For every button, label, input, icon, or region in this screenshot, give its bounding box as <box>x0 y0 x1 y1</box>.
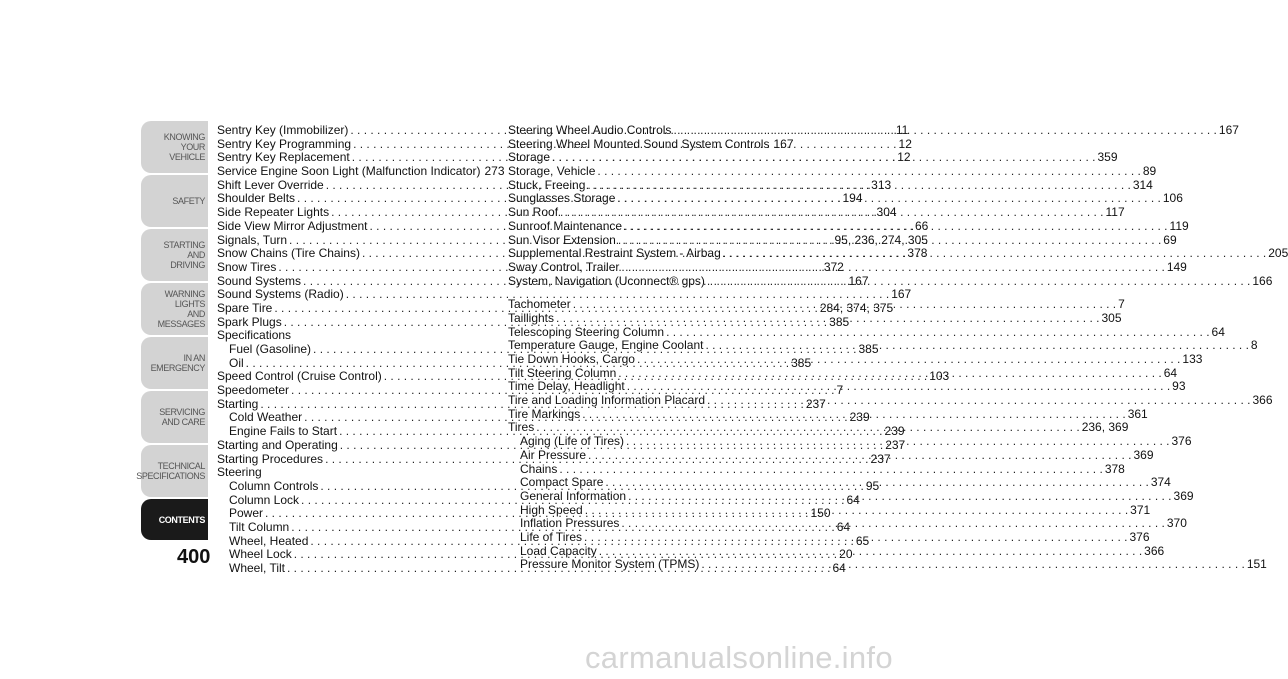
index-entry <box>508 461 1125 477</box>
index-entry-page: 117 <box>1105 205 1125 220</box>
index-entry-title: Air Pressure <box>520 447 587 462</box>
index-entry-title: Pressure Monitor System (TPMS) <box>520 557 700 572</box>
index-entry-page: 7 <box>836 383 844 398</box>
index-entry <box>508 136 794 152</box>
index-entry-title: Spare Tire <box>217 300 273 315</box>
dot-leader <box>628 490 1171 504</box>
index-entry-title: Tilt Column <box>229 519 290 534</box>
index-entry-title: Life of Tires <box>520 529 583 544</box>
index-entry-title: Side View Mirror Adjustment <box>217 218 368 233</box>
index-entry-page: 149 <box>1166 259 1187 274</box>
index-entry-title: Starting and Operating <box>217 437 338 452</box>
dot-leader <box>584 531 1127 545</box>
watermark-text: carmanualsonline.info <box>585 640 893 675</box>
index-entry <box>508 324 1225 340</box>
tab-knowing-your-vehicle[interactable]: KNOWING YOUR VEHICLE <box>141 121 208 173</box>
index-entry-page: 374 <box>1150 475 1171 490</box>
index-entry-title: Sound Systems (Radio) <box>217 287 344 302</box>
tab-technical-specifications[interactable]: TECHNICAL SPECIFICATIONS <box>141 445 208 497</box>
index-entry-page: 304 <box>876 205 897 220</box>
index-entry-title: System, Navigation (Uconnect® gps) <box>508 273 705 288</box>
tab-in-an-emergency[interactable]: IN AN EMERGENCY <box>141 337 208 389</box>
index-entry-page: 370 <box>1166 516 1187 531</box>
index-entry-title: Tires <box>508 420 535 435</box>
dot-leader <box>626 435 1169 449</box>
dot-leader <box>597 165 1140 179</box>
tab-starting-and-driving[interactable]: STARTING AND DRIVING <box>141 229 208 281</box>
index-entry-page: 378 <box>907 246 928 261</box>
index-entry-title: Sway Control, Trailer <box>508 259 620 274</box>
index-entry-page: 284, 374, 375 <box>819 300 894 315</box>
dot-leader <box>573 298 1116 312</box>
dot-leader <box>627 380 1170 394</box>
index-entry-page: 64 <box>832 561 846 575</box>
index-entry-title: Shoulder Belts <box>217 191 296 206</box>
index-entry-title: Service Engine Soon Light (Malfunction Indicator) <box>217 164 481 179</box>
index-entry-title: Speedometer <box>217 383 290 398</box>
index-entry-title: Supplemental Restraint System - Airbag <box>508 246 721 261</box>
index-entry-page: 64 <box>1211 324 1225 339</box>
index-entry-page: 385 <box>791 355 812 370</box>
dot-leader <box>585 504 1128 518</box>
index-entry-page: 372 <box>823 259 844 274</box>
index-entry <box>508 379 1186 394</box>
index-entry-title: Storage <box>508 150 551 165</box>
dot-leader <box>621 261 1164 275</box>
index-entry-title: Sentry Key (Immobilizer) <box>217 123 349 137</box>
index-entry-title: Tilt Steering Column <box>508 365 617 380</box>
index-entry-page: 273 <box>484 164 505 179</box>
index-entry-title: High Speed <box>520 502 583 517</box>
tab-contents[interactable]: CONTENTS <box>141 499 208 540</box>
index-entry-page: 385 <box>829 314 850 329</box>
dot-leader <box>618 367 1161 381</box>
dot-leader <box>707 394 1250 408</box>
index-entry-title: Column Lock <box>229 492 300 507</box>
index-entry-page: 167 <box>773 136 794 151</box>
index-entry-page: 133 <box>1182 352 1203 366</box>
index-entry-title: Tire and Loading Information Placard <box>508 393 706 408</box>
index-entry-page: 103 <box>929 369 950 384</box>
index-entry-page: 313 <box>871 177 892 192</box>
index-entry-title: Tachometer <box>508 297 571 312</box>
index-entry-page: 8 <box>1250 338 1258 353</box>
index-entry-page: 239 <box>849 410 870 425</box>
index-entry-title: Engine Fails to Start <box>229 424 338 439</box>
index-entry <box>217 287 912 302</box>
dot-leader <box>666 326 1209 340</box>
dot-leader <box>617 192 1160 206</box>
dot-leader <box>621 517 1164 531</box>
index-entry-title: Speed Control (Cruise Control) <box>217 369 382 384</box>
index-entry-title: Cold Weather <box>229 410 303 425</box>
index-entry-page: 11 <box>895 123 909 137</box>
index-entry-page: 95 <box>865 478 880 493</box>
index-entry-title: Shift Lever Override <box>217 177 324 192</box>
page-number: 400 <box>177 546 211 568</box>
index-entry-title: Chains <box>520 461 558 476</box>
dot-leader <box>556 312 1099 326</box>
index-entry-title: Oil <box>229 355 244 370</box>
dot-leader <box>599 545 1142 559</box>
index-entry-title: Side Repeater Lights <box>217 205 330 220</box>
index-entry-page: 194 <box>842 191 863 206</box>
index-entry-page: 205 <box>1268 246 1288 261</box>
index-entry <box>508 164 1157 179</box>
index-entry-page: 166 <box>1252 273 1273 288</box>
dot-leader <box>559 463 1102 477</box>
dot-leader <box>705 339 1248 353</box>
index-entry-page: 237 <box>870 451 891 466</box>
index-entry-page: 378 <box>1104 461 1125 476</box>
index-entry-page: 66 <box>914 218 929 233</box>
index-entry-page: 385 <box>858 342 879 356</box>
index-entry-title: Signals, Turn <box>217 232 288 247</box>
index-entry-title: Sun Visor Extension <box>508 232 616 247</box>
index-entry-title: Sentry Key Programming <box>217 136 352 151</box>
index-entry-title: General Information <box>520 488 627 503</box>
index-entry-title: Stuck, Freeing <box>508 177 586 192</box>
dot-leader <box>673 124 1216 138</box>
index-entry-page: 64 <box>836 519 851 534</box>
index-entry-page: 359 <box>1097 150 1118 165</box>
index-entry-title: Steering Wheel Mounted Sound System Controls <box>508 136 770 151</box>
index-entry-page: 366 <box>1144 543 1165 558</box>
index-entry-page: 371 <box>1130 502 1151 517</box>
index-entry-page: 12 <box>897 150 911 165</box>
index-entry-page: 106 <box>1162 191 1183 206</box>
index-entry-title: Fuel (Gasoline) <box>229 342 312 356</box>
index-entry-page: 20 <box>839 547 853 562</box>
index-entry-page: 119 <box>1169 218 1189 233</box>
index-entry-title: Spark Plugs <box>217 314 282 329</box>
index-entry-page: 64 <box>846 492 860 507</box>
index-entry-page: 314 <box>1132 177 1153 192</box>
index-entry-page: 376 <box>1171 434 1192 449</box>
dot-leader <box>624 220 1167 234</box>
index-entry-title: Snow Chains (Tire Chains) <box>217 246 360 261</box>
index-entry-title: Column Controls <box>229 478 319 493</box>
index-entry-title: Sunroof Maintenance <box>508 218 623 233</box>
index-entry-title: Sun Roof <box>508 205 559 220</box>
index-entry-page: 361 <box>1127 406 1148 421</box>
index-entry-page: 369 <box>1133 447 1154 462</box>
index-entry-title: Wheel Lock <box>229 547 292 562</box>
index-entry-title: Sentry Key Replacement <box>217 150 350 165</box>
index-entry-page: 369 <box>1173 488 1194 503</box>
index-entry-page: 236, 369 <box>1081 420 1129 435</box>
dot-leader <box>560 206 1103 220</box>
index-entry <box>217 164 505 179</box>
index-entry-page: 239 <box>884 424 905 439</box>
dot-leader <box>588 449 1131 463</box>
dot-leader <box>605 476 1148 490</box>
index-entry-title: Taillights <box>508 310 555 325</box>
dot-leader <box>536 421 1079 435</box>
index-entry-page: 89 <box>1142 164 1157 179</box>
index-entry-title: Wheel, Heated <box>229 533 309 548</box>
index-entry-title: Specifications <box>217 328 292 343</box>
index-entry-title: Steering Wheel Audio Controls <box>508 123 672 137</box>
dot-leader <box>723 247 1266 261</box>
dot-leader <box>552 151 1095 165</box>
index-entry-title: Aging (Life of Tires) <box>520 434 625 449</box>
dot-leader <box>587 179 1130 193</box>
index-entry-page: 93 <box>1172 379 1186 394</box>
index-entry <box>217 466 491 480</box>
index-entry-title: Wheel, Tilt <box>229 561 286 575</box>
index-entry-title: Telescoping Steering Column <box>508 324 665 339</box>
index-entry-page: 376 <box>1129 529 1150 544</box>
index-entry-page: 167 <box>1218 123 1239 137</box>
index-entry-title: Inflation Pressures <box>520 516 620 531</box>
index-entry <box>217 329 491 343</box>
index-entry-page: 12 <box>898 136 912 151</box>
tab-servicing-and-care[interactable]: SERVICING AND CARE <box>141 391 208 443</box>
index-entry-page: 305 <box>1101 310 1122 325</box>
index-entry-page: 64 <box>1163 365 1178 380</box>
index-entry-title: Steering <box>217 465 262 480</box>
index-entry-title: Compact Spare <box>520 475 604 490</box>
index-entry-title: Load Capacity <box>520 543 597 558</box>
index-entry-page: 167 <box>891 287 912 302</box>
index-entry-title: Tire Markings <box>508 406 581 421</box>
dot-leader <box>637 353 1180 367</box>
dot-leader <box>582 408 1125 422</box>
index-entry-page: 7 <box>1118 297 1125 312</box>
index-entry-title: Temperature Gauge, Engine Coolant <box>508 338 704 353</box>
dot-leader <box>707 275 1250 289</box>
index-entry-page: 237 <box>885 437 906 452</box>
dot-leader <box>618 234 1161 248</box>
tab-safety[interactable]: SAFETY <box>141 175 208 227</box>
tab-warning-lights[interactable]: WARNING LIGHTS AND MESSAGES <box>141 283 208 335</box>
index-entry-page: 237 <box>805 396 826 411</box>
index-entry-title: Starting <box>217 396 259 411</box>
index-entry-title: Sunglasses Storage <box>508 191 616 206</box>
index-entry-page: 69 <box>1163 232 1177 247</box>
index-entry-title: Sound Systems <box>217 273 302 288</box>
index-entry-title: Snow Tires <box>217 259 277 274</box>
index-entry-title: Starting Procedures <box>217 451 324 466</box>
dot-leader <box>701 558 1244 572</box>
index-entry-page: 65 <box>855 533 870 548</box>
index-entry-page: 150 <box>810 506 831 521</box>
index-entry-title: Storage, Vehicle <box>508 164 596 179</box>
index-entry-title: Tie Down Hooks, Cargo <box>508 352 635 366</box>
index-entry-page: 151 <box>1246 557 1267 572</box>
index-entry-page: 167 <box>848 273 869 288</box>
index-entry-title: Time Delay, Headlight <box>508 379 625 394</box>
index-entry-page: 366 <box>1252 393 1273 408</box>
index-entry-page: 95, 236, 274, 305 <box>834 232 928 247</box>
index-entry-title: Power <box>229 506 264 521</box>
